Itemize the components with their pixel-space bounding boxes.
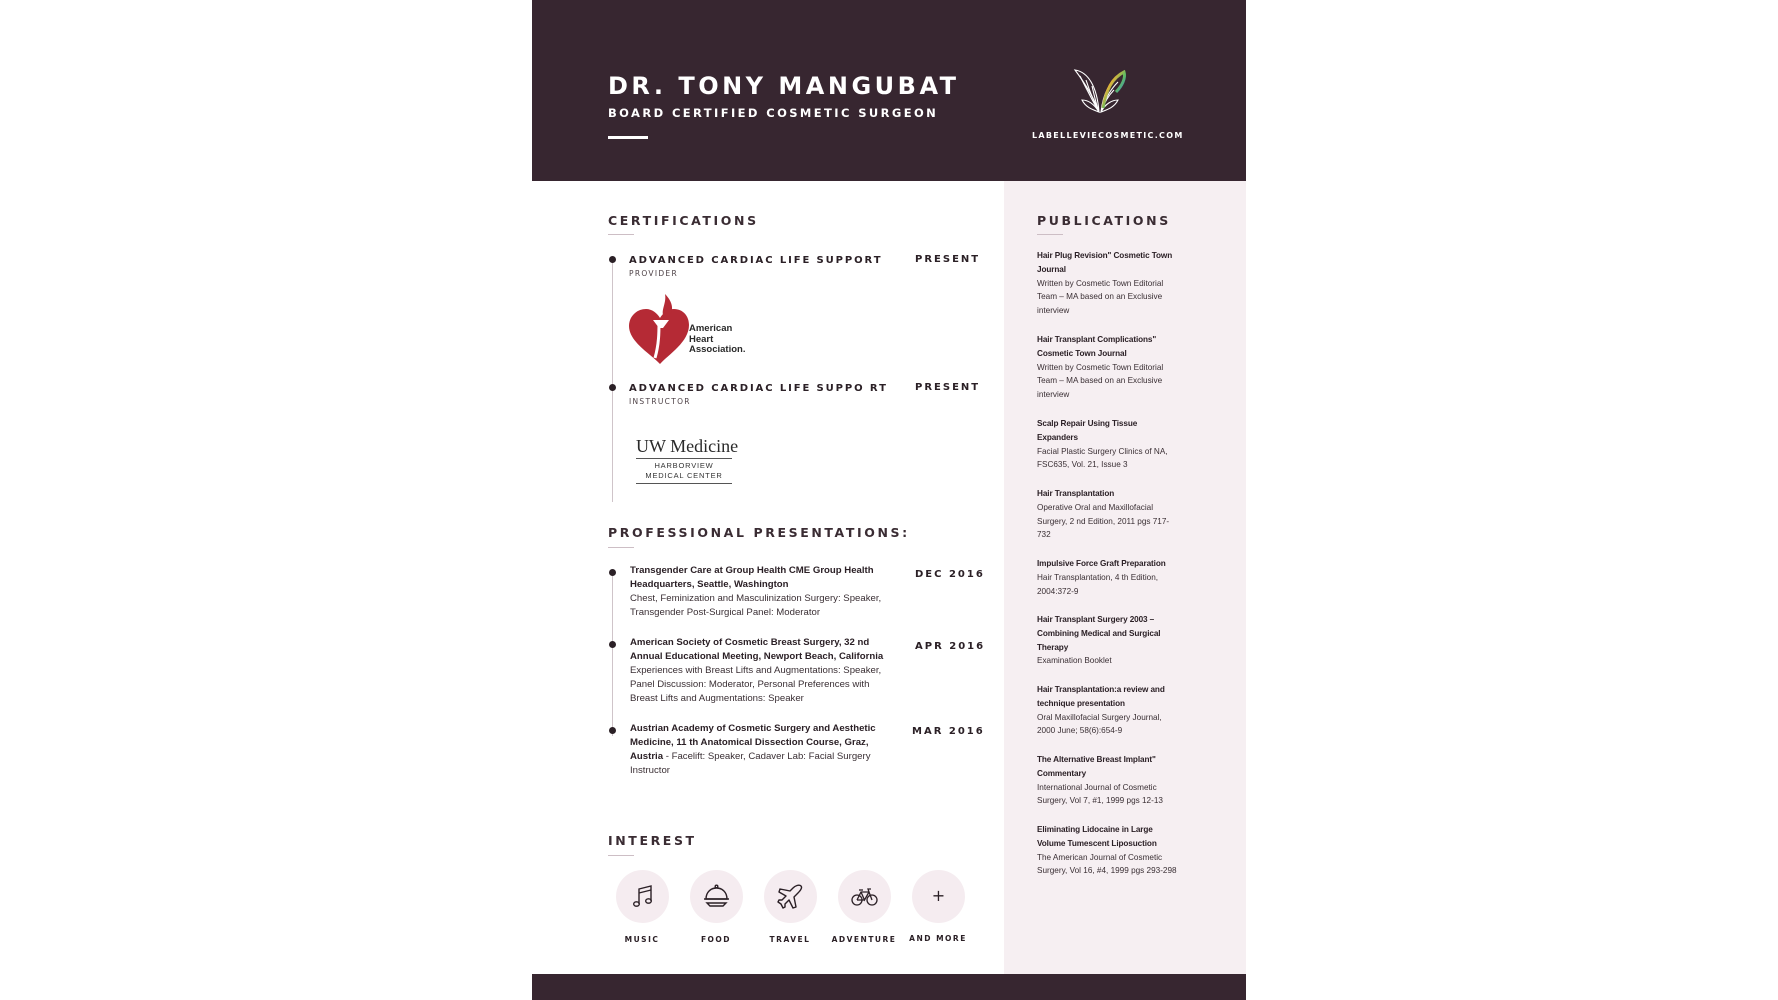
timeline-dot [609,727,616,734]
presentations-heading: PROFESSIONAL PRESENTATIONS: [608,525,910,540]
butterfly-logo-icon [1072,64,1128,122]
timeline-dot [609,569,616,576]
cert-date: PRESENT [915,254,981,265]
presentations-divider [608,547,634,548]
doctor-name: DR. TONY MANGUBAT [608,72,960,100]
publication-entry: Hair Transplant Complications" Cosmetic Town Journal Written by Cosmetic Town Editorial Team – MA based on an Exclusive interview [1037,335,1164,400]
interest-divider [608,855,634,856]
presentation-entry: Transgender Care at Group Health CME Group Health Headquarters, Seattle, Washington Chest, Feminization and Masculinization Surgery: Speaker, Transgender Post-Surgical Panel: Moderator [630,565,882,618]
cert-date: PRESENT [915,382,981,393]
header [532,0,1246,181]
presentation-entry: Austrian Academy of Cosmetic Surgery and Aesthetic Medicine, 11 th Anatomical Dissection Course, Graz, Austria - Facelift: Speaker, Cadaver Lab: Facial Surgery Instructor [630,723,876,776]
uw-medicine-logo: UW Medicine HARBORVIEW MEDICAL CENTER [636,436,732,484]
cert-title: ADVANCED CARDIAC LIFE SUPPO RT [629,383,888,394]
food-cloche-icon [690,870,743,923]
publication-entry: Hair Transplant Surgery 2003 – Combining Medical and Surgical Therapy Examination Booklet [1037,615,1161,666]
resume-page [532,0,1246,1000]
publication-entry: Scalp Repair Using Tissue Expanders Facial Plastic Surgery Clinics of NA, FSC635, Vol. 21, Issue 3 [1037,419,1168,470]
publication-entry: Hair Plug Revision" Cosmetic Town Journal Written by Cosmetic Town Editorial Team – MA based on an Exclusive interview [1037,251,1173,316]
interest-label: ADVENTURE [831,935,897,944]
presentation-entry: American Society of Cosmetic Breast Surgery, 32 nd Annual Educational Meeting, Newport Beach, California Experiences with Breast Lifts and Augmentations: Speaker, Panel Discussion: Moderator, Personal Preferences with Breast Lifts and Augmentations: Speaker [630,637,884,704]
publication-entry: The Alternative Breast Implant" Commentary International Journal of Cosmetic Surgery, Vol 7, #1, 1999 pgs 12-13 [1037,755,1163,806]
publication-entry: Eliminating Lidocaine in Large Volume Tumescent Liposuction The American Journal of Cosmetic Surgery, Vol 16, #4, 1999 pgs 293-298 [1037,825,1177,876]
plus-icon: + [912,870,965,923]
header-divider [608,136,648,139]
website-link[interactable]: LABELLEVIECOSMETIC.COM [1032,131,1184,140]
presentation-date: APR 2016 [915,641,986,652]
interest-label: FOOD [700,935,732,944]
certifications-divider [608,234,634,235]
cert-role: PROVIDER [629,269,678,278]
music-note-icon [616,870,669,923]
publication-entry: Hair Transplantation Operative Oral and Maxillofacial Surgery, 2 nd Edition, 2011 pgs 717-732 [1037,489,1170,540]
publication-entry: Hair Transplantation:a review and technique presentation Oral Maxillofacial Surgery Journal, 2000 June; 58(6):654-9 [1037,685,1165,736]
publications-heading: PUBLICATIONS [1037,213,1171,228]
airplane-icon [764,870,817,923]
interest-label: AND MORE [909,934,967,943]
presentation-date: DEC 2016 [915,569,985,580]
doctor-title: BOARD CERTIFIED COSMETIC SURGEON [608,106,939,120]
presentations-timeline [612,576,613,736]
timeline-dot [609,384,616,391]
cert-role: INSTRUCTOR [629,397,691,406]
timeline-dot [609,641,616,648]
publications-divider [1037,234,1063,235]
certifications-timeline [612,262,613,502]
publication-entry: Impulsive Force Graft Preparation Hair Transplantation, 4 th Edition, 2004:372-9 [1037,559,1166,596]
certifications-heading: CERTIFICATIONS [608,213,759,228]
interest-label: MUSIC [624,935,660,944]
footer-bar [532,974,1246,1000]
cert-title: ADVANCED CARDIAC LIFE SUPPORT [629,255,883,266]
presentation-date: MAR 2016 [912,726,985,737]
interest-heading: INTEREST [608,833,697,848]
timeline-dot [609,256,616,263]
bicycle-icon [838,870,891,923]
interest-label: TRAVEL [769,935,811,944]
aha-wordmark: American Heart Association. [689,323,746,355]
